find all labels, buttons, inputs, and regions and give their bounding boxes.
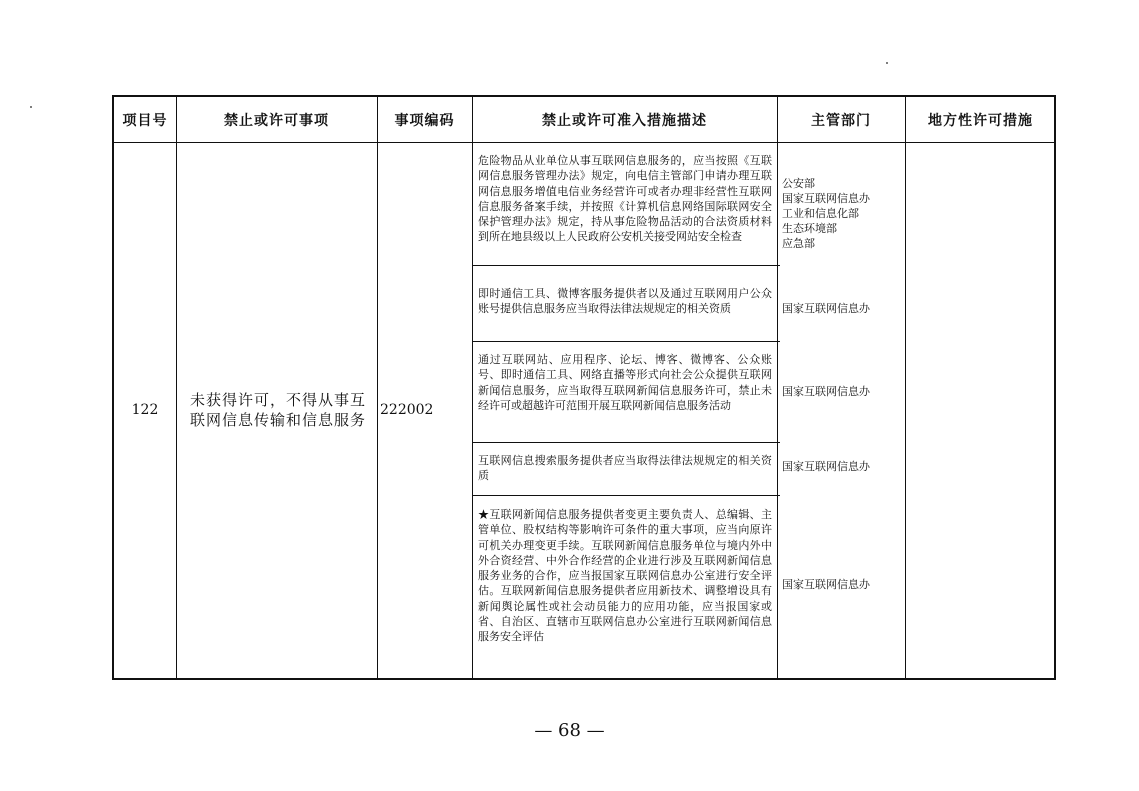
measure-departments: 国家互联网信息办 bbox=[782, 460, 870, 473]
measure-departments: 国家互联网信息办 bbox=[782, 385, 870, 398]
item-number: 122 bbox=[131, 402, 159, 418]
header-local-measure: 地方性许可措施 bbox=[928, 112, 1033, 129]
measure-description: 通过互联网站、应用程序、论坛、博客、微博客、公众账号、即时通信工具、网络直播等形式向社会公众提供互联网新闻信息服务，应当取得互联网新闻信息服务许可，禁止未经许可或超越许可范围开展互联网新闻信息服务活动 bbox=[478, 353, 772, 412]
measure-divider bbox=[472, 341, 780, 342]
header-item-number: 项目号 bbox=[122, 112, 168, 129]
table-header bbox=[114, 97, 1054, 143]
measure-divider bbox=[472, 442, 780, 443]
measure-description: 即时通信工具、微博客服务提供者以及通过互联网用户公众账号提供信息服务应当取得法律法规规定的相关资质 bbox=[478, 287, 772, 316]
item-code: 222002 bbox=[380, 402, 434, 418]
header-department: 主管部门 bbox=[811, 112, 871, 129]
column-divider bbox=[472, 97, 473, 678]
scan-speck bbox=[30, 106, 32, 108]
header-code: 事项编码 bbox=[394, 112, 455, 129]
header-description: 禁止或许可准入措施描述 bbox=[542, 112, 707, 129]
measure-departments: 国家互联网信息办 bbox=[782, 302, 870, 315]
permit-table bbox=[112, 95, 1056, 680]
measure-divider bbox=[472, 265, 780, 266]
measure-description: 危险物品从业单位从事互联网信息服务的，应当按照《互联网信息服务管理办法》规定，向电信主管部门申请办理互联网信息服务增值电信业务经营许可或者办理非经营性互联网信息服务备案手续，并按照《计算机信息网络国际联网安全保护管理办法》规定，持从事危险物品活动的合法资质材料到所在地县级以上人民政府公安机关接受网站安全检查 bbox=[478, 154, 772, 244]
header-item: 禁止或许可事项 bbox=[224, 112, 329, 129]
measure-departments: 国家互联网信息办 bbox=[782, 578, 870, 591]
measure-departments: 公安部 国家互联网信息办 工业和信息化部 生态环境部 应急部 bbox=[782, 177, 870, 250]
column-divider bbox=[777, 97, 778, 678]
measure-divider bbox=[472, 495, 780, 496]
column-divider bbox=[176, 97, 177, 678]
scan-speck bbox=[886, 62, 888, 64]
item-title: 未获得许可，不得从事互联网信息传输和信息服务 bbox=[190, 391, 367, 429]
local-measure bbox=[905, 142, 1056, 678]
measure-description: ★互联网新闻信息服务提供者变更主要负责人、总编辑、主管单位、股权结构等影响许可条件的重大事项，应当向原许可机关办理变更手续。互联网新闻信息服务单位与境内外中外合资经营、中外合作经营的企业进行涉及互联网新闻信息服务业务的合作，应当报国家互联网信息办公室进行安全评估。互联网新闻信息服务提供者应用新技术、调整增设具有新闻舆论属性或社会动员能力的应用功能，应当报国家或省、自治区、直辖市互联网信息办公室进行互联网新闻信息服务安全评估 bbox=[478, 508, 772, 644]
measure-description: 互联网信息搜索服务提供者应当取得法律法规规定的相关资质 bbox=[478, 454, 772, 483]
page-number: — 68 — bbox=[534, 720, 605, 741]
